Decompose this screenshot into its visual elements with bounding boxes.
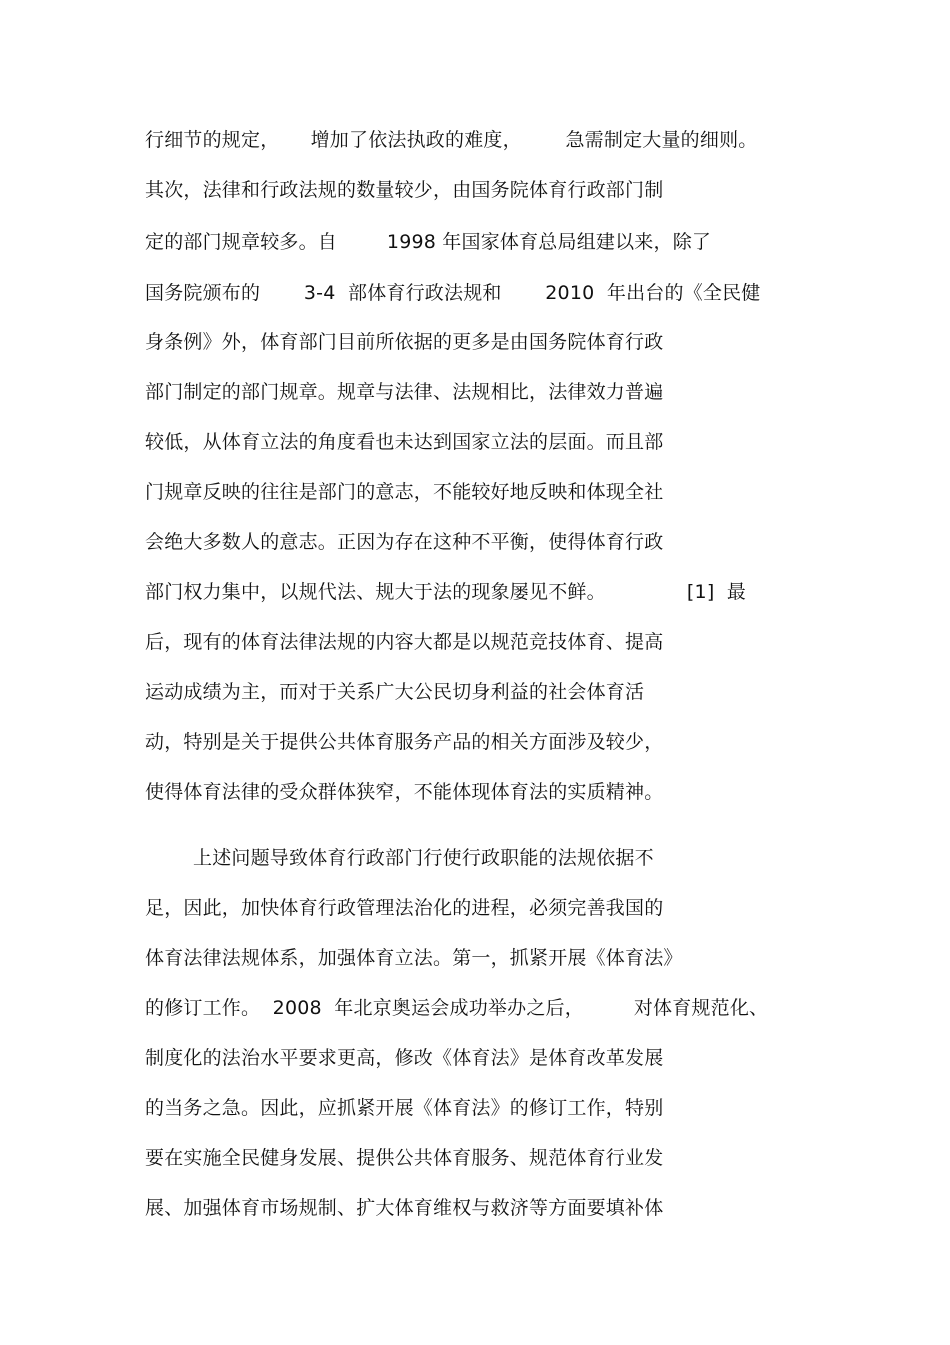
text-line: 门规章反映的往往是部门的意志，不能较好地反映和体现全社	[145, 481, 664, 503]
text-line: 定的部门规章较多。自 1998 年国家体育总局组建以来，除了	[145, 231, 712, 253]
text-line: 行细节的规定， 增加了依法执政的难度， 急需制定大量的细则。	[145, 129, 758, 151]
text-line: 部门制定的部门规章。规章与法律、法规相比，法律效力普遍	[145, 381, 664, 403]
text-line: 体育法律法规体系，加强体育立法。第一，抓紧开展《体育法》	[145, 947, 683, 969]
paragraph-first-line: 上述问题导致体育行政部门行使行政职能的法规依据不	[193, 847, 654, 869]
text-line: 要在实施全民健身发展、提供公共体育服务、规范体育行业发	[145, 1147, 664, 1169]
text-line: 动，特别是关于提供公共体育服务产品的相关方面涉及较少，	[145, 731, 664, 753]
text-line: 后，现有的体育法律法规的内容大都是以规范竞技体育、提高	[145, 631, 664, 653]
text-line: 其次，法律和行政法规的数量较少，由国务院体育行政部门制	[145, 179, 664, 201]
text-line: 部门权力集中，以规代法、规大于法的现象屡见不鲜。 [1] 最	[145, 581, 747, 603]
text-line: 使得体育法律的受众群体狭窄，不能体现体育法的实质精神。	[145, 781, 664, 803]
text-line: 足，因此，加快体育行政管理法治化的进程，必须完善我国的	[145, 897, 664, 919]
text-line: 身条例》外，体育部门目前所依据的更多是由国务院体育行政	[145, 331, 664, 353]
text-line: 国务院颁布的 3-4 部体育行政法规和 2010 年出台的《全民健	[145, 282, 761, 304]
text-line: 较低，从体育立法的角度看也未达到国家立法的层面。而且部	[145, 431, 664, 453]
text-line: 运动成绩为主，而对于关系广大公民切身利益的社会体育活	[145, 681, 645, 703]
text-line: 的修订工作。 2008 年北京奥运会成功举办之后， 对体育规范化、	[145, 997, 769, 1019]
text-line: 的当务之急。因此，应抓紧开展《体育法》的修订工作，特别	[145, 1097, 664, 1119]
text-line: 展、加强体育市场规制、扩大体育维权与救济等方面要填补体	[145, 1197, 664, 1219]
text-line: 会绝大多数人的意志。正因为存在这种不平衡，使得体育行政	[145, 531, 664, 553]
text-line: 制度化的法治水平要求更高，修改《体育法》是体育改革发展	[145, 1047, 664, 1069]
